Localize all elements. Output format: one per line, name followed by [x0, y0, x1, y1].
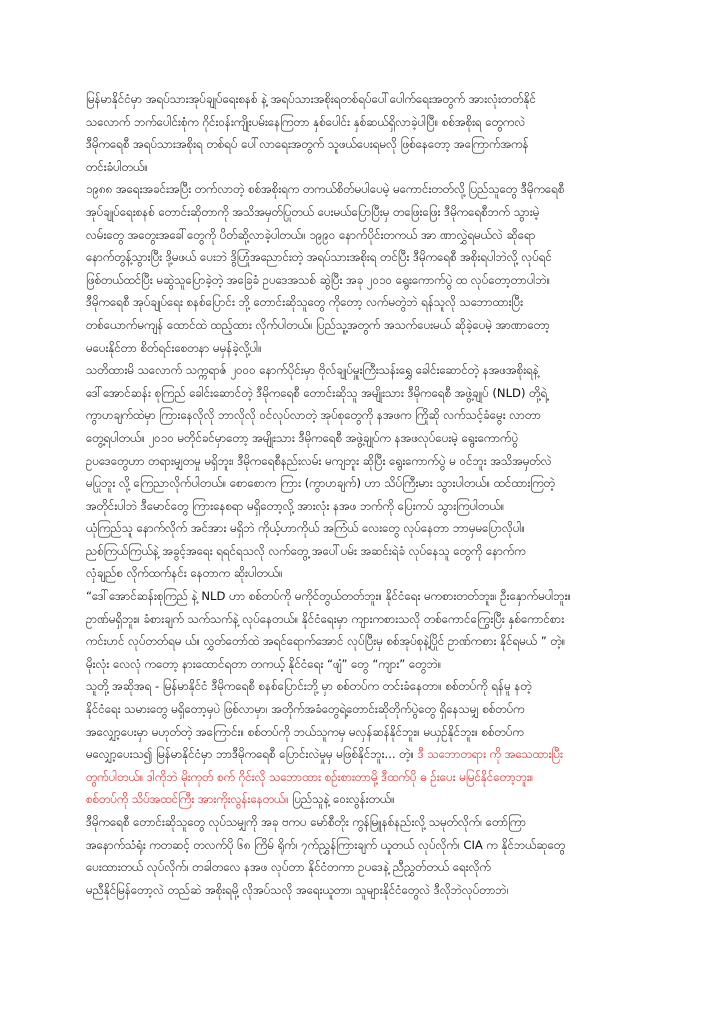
text-line — [86, 743, 648, 766]
text-segment: မပြုဘူး လို့ ကြေညာလိုက်ပါတယ်။ စောစောက ကြား (ကွာဟချက်) ဟာ သိပ်ကြီးမား သွားပါတယ်။ ထင်ထားကြတဲ့ — [86, 476, 555, 491]
text-line — [86, 811, 648, 834]
text-line — [86, 766, 648, 789]
paragraph — [86, 178, 648, 359]
text-segment: “ဒေါ်အောင်ဆန်းစုကြည် နဲ့ NLD ဟာ စစ်တပ်ကို မကိုင်တွယ်တတ်ဘူး။ နိုင်ငံရေး မကစားတတ်ဘူး။ ဦးနှောက်မပါဘူး။ — [86, 589, 572, 604]
text-line — [86, 517, 648, 540]
text-segment: ဥပဒေတွေဟာ တရားမျှတမှု မရှိဘူး၊ ဒီမိုကရေစီနည်းလမ်း မကျဘူး ဆိုပြီး ရွေးကောက်ပွဲ မ ဝင်ဘူး အသိအမှတ်လဲ — [86, 453, 552, 468]
text-line — [86, 834, 648, 857]
text-line — [86, 608, 648, 631]
text-line — [86, 630, 648, 653]
text-line — [86, 427, 648, 450]
text-line — [86, 201, 648, 224]
text-line — [86, 856, 648, 879]
text-line — [86, 879, 648, 902]
paragraph — [86, 517, 648, 585]
text-line — [86, 246, 648, 269]
text-line — [86, 337, 648, 360]
text-line — [86, 291, 648, 314]
text-line — [86, 585, 648, 608]
text-segment: သတိထားမိ သလောက် သက္ကရာဇ် ၂၀၀၀ နောက်ပိုင်းမှာ ဗိုလ်ချုပ်မှူးကြီးသန်းရွှေ ခေါင်းဆောင်တဲ့ နအဖအစိုးရနဲ့ — [86, 363, 539, 378]
text-line — [86, 540, 648, 563]
text-segment: မြန်မာနိုင်ငံမှာ အရပ်သားအုပ်ချုပ်ရေးစနစ် နဲ့ အရပ်သားအစိုးရတစ်ရပ်ပေါ်ပေါက်ရေးအတွက် အားလုံးတတ်နိုင် — [86, 92, 537, 106]
text-line — [86, 653, 648, 676]
text-line — [86, 450, 648, 473]
text-line — [86, 382, 648, 405]
text-line — [86, 721, 648, 744]
text-line — [86, 359, 648, 382]
text-line — [86, 133, 648, 156]
text-segment: အနောက်သံရုံး ကတဆင့် တလက်ပို ၆၈ ကြိမ် ရိုက်၊ ၇က်ညွှန်ကြားချက် ယူတယ် လုပ်လိုက်၊ CIA က နိုင်ဘယ်ဆုတွေ — [86, 837, 566, 852]
text-line — [86, 178, 648, 201]
text-segment: နိုင်ငံရေး သမားတွေ မရှိတော့မှပဲ ဖြစ်လာမှာ၊ အတိုက်အခံတွေရဲ့တောင်းဆိုတိုက်ပွဲတွေ ရှိနေသမျှ စစ်တပ်က — [86, 702, 525, 717]
text-segment: ညစ်ကြယ်ကြယ်နဲ့ အခွင့်အရေး ရရင်ရသလို လက်တွေ့ အပေါ်ပမ်း အဆင်းရဲခံ လုပ်နေသူ တွေကို နောက်က — [86, 543, 526, 558]
text-line — [86, 156, 648, 179]
text-segment: လှံချည်စ လိုက်ထက်နင်း နေတာက ဆိုးပါတယ်။ — [86, 566, 283, 581]
text-segment: ယုံကြည်သူ နောက်လိုက် အင်အား မရှိဘဲ ကိုယ့်ဟာကိုယ် အကြံယ် လေးတွေ လုပ်နေတာ ဘာမှမပြောလိုပါ။ — [86, 521, 525, 536]
text-segment: တစ်ယောက်မကျန် ထောင်ထဲ ထည့်ထား လိုက်ပါတယ်။ ပြည်သူ့အတွက် အသက်ပေးမယ် ဆိုခဲ့ပေမဲ့ အာဏာတော့ — [86, 317, 550, 332]
paragraph — [86, 359, 648, 517]
paragraph — [86, 811, 648, 901]
text-line — [86, 472, 648, 495]
text-segment: ပြည်သူနဲ့ ဝေးလွန်းတယ်။ — [288, 792, 395, 807]
text-line — [86, 404, 648, 427]
text-segment: မိုးလုံး လေလုံ ကတော့ နားထောင်ရတာ တကယ့် နိုင်ငံရေး “ဖျံ” တွေ “ကျား” တွေဘဲ။ — [86, 656, 442, 671]
text-line — [86, 88, 648, 111]
highlighted-text: ဒီ သဘောတရား ကို အသေထားပြီး — [417, 747, 563, 762]
text-segment: အလျှော့ပေးမှာ မဟုတ်တဲ့ အကြောင်း။ စစ်တပ်ကို ဘယ်သူကမှ မလှန်ဆန်နိုင်ဘူး။ မယှဉ်နိုင်ဘူး။ စစ်တပ်က — [86, 724, 524, 739]
text-segment: အတိုင်းပါဘဲ ဒီမောင်တွေ ကြားနေစရာ မရှိတော့လို့ အားလုံး နအဖ ဘက်ကို ပြေးကပ် သွားကြပါတယ်။ — [86, 498, 505, 513]
text-segment: နောက်တွန့်သွားပြီး ဒို့မဖယ် ပေးဘဲ ဒွိဟြုံအညောင်းတဲ့ အရပ်သားအစိုးရ တင်ပြီး ဒီမိုကရေစီ အစိုးရပါဘဲလို့ လုပ်ရင် — [86, 250, 552, 265]
text-segment: သူတို့ အဆိုအရ - မြန်မာနိုင်ငံ ဒီမိုကရေစီ စနစ်ပြောင်းဘို့ မှာ စစ်တပ်က တင်းခံနေတာ။ စစ်တပ်ကို ရန်မူ နတဲ့ — [86, 679, 532, 694]
text-segment: ဒီမိုကရေစီ တောင်းဆိုသူတွေ လုပ်သမျှကို အခု ဗကပ မော်စီတိုး ကွန်မြူနစ်နည်းလို့ သမုတ်လိုက်၊ တော်ကြာ — [86, 815, 527, 829]
text-segment: ဒီမိုကရေစီ အရပ်သားအစိုးရ တစ်ရပ် ပေါ်လာရေးအတွက် သူဖယ်ပေးရမလို ဖြစ်နေတော့ အကြောက်အကန် — [86, 137, 529, 152]
text-segment: မလျှော့ပေးသ၍ မြန်မာနိုင်ငံမှာ ဘာဒီမိုကရေစီ ပြောင်းလဲမှုမှ မဖြစ်နိုင်ဘူး... တဲ့။ — [86, 747, 418, 762]
document-body — [86, 88, 648, 968]
paragraph — [86, 585, 648, 675]
text-segment: သလောက် ဘက်ပေါင်းစုံက ဂိုင်းဝန်းကျိုးပမ်းနေကြတာ နှစ်ပေါင်း နှစ်ဆယ်ရှိလာခဲ့ပါပြီ။ စစ်အစိုးရ တွေကလဲ — [86, 114, 526, 129]
text-segment: ကင်းဟင် လုပ်တတ်ရမ ယ်။ လွှတ်တော်ထဲ အရင်ရောက်အောင် လုပ်ပြီးမှ စစ်အုပ်စုနဲ့ပြိုင် ဥာဏ်ကစား နိုင်ရမယ် ” တဲ့။ — [86, 634, 566, 649]
text-line — [86, 562, 648, 585]
text-segment: မညီနိုင်မြန်တော့လဲ တည်ဆဲ အစိုးရမို့ လိုအပ်သလို အရေးယူတာ၊ သူများနိုင်ငံတွေလဲ ဒီလိုဘဲလုပ်တာဘဲ၊ — [86, 882, 509, 897]
text-line — [86, 111, 648, 134]
text-segment: ပေးထားတယ် လုပ်လိုက်၊ တခါတလေ နအဖ လုပ်တာ နိုင်ငံတကာ ဥပဒေနဲ့ ညီညွှတ်တယ် ရေးလိုက် — [86, 860, 491, 875]
text-line — [86, 788, 648, 811]
text-line — [86, 314, 648, 337]
highlighted-text: တွက်ပါတယ်။ ဒါကိုဘဲ မိုးကုတ် စက် ဂိုင်းလို သဘောထား စဉ်းစားတာမို့ ဒီထက်ပို ဓ ဉ်းပေး မမြင်နိုင်တော့ဘူး။ — [86, 769, 534, 784]
text-line — [86, 269, 648, 292]
text-line — [86, 698, 648, 721]
text-segment: မပေးနိုင်တာ စိတ်ရင်းစေတနာ မမှန်ခဲ့လို့ပါ။ — [86, 340, 262, 355]
highlighted-text: စစ်တပ်ကို သိပ်အထင်ကြီး အားကိုးလွန်းနေတယ်။ — [86, 792, 289, 807]
text-segment: ၁၉၈၈ အရေးအခင်းအပြီး တက်လာတဲ့ စစ်အစိုးရက တကယ်စိတ်မပါပေမဲ့ မကောင်းတတ်လို့ ပြည်သူတွေ ဒီမိုကရေစီ — [86, 182, 565, 197]
paragraph — [86, 88, 648, 178]
text-segment: လမ်းတွေ အတွေးအခေါ်တွေကို ပိတ်ဆို့လာခဲ့ပါတယ်။ ၁၉၉၀ နောက်ပိုင်းတကယ် အာ ဏာလွှဲရမယ်လဲ ဆိုရော — [86, 227, 536, 242]
text-line — [86, 675, 648, 698]
paragraph — [86, 675, 648, 811]
text-line — [86, 224, 648, 247]
text-segment: တင်းခံပါတယ်။ — [86, 159, 148, 174]
text-line — [86, 495, 648, 518]
text-segment: ဒေါ်အောင်ဆန်း စုကြည် ခေါင်းဆောင်တဲ့ ဒီမိုကရေစီ တောင်းဆိုသူ အမျိုးသား ဒီမိုကရေစီ အဖွဲ့ချုပ် (NLD) တို့ရဲ့ — [86, 385, 548, 400]
text-segment: ဒီမိုကရေစီ အုပ်ချုပ်ရေး စနစ်ပြောင်း ဘို့ တောင်းဆိုသူတွေ ကိုတော့ လက်မတွဲဘဲ ရန်သူလို သဘောထားပြီး — [86, 295, 524, 310]
text-segment: ဥာဏ်မရှိဘူး။ ခံစားချက် သက်သက်နဲ့ လုပ်နေတယ်။ နိုင်ငံရေးမှာ ကျားကစားသလို တစ်ကောင်ကြွေးပြီး နှစ်ကောင်စား — [86, 611, 565, 626]
text-segment: ကွာဟချက်ထဲမှာ ကြားနေလိုလို ဘာလိုလို ဝင်လုပ်လာတဲ့ အုပ်စုတွေကို နအဖက ကြိုဆို လက်သင့်ခံမွေး လာတာ — [86, 408, 542, 423]
text-segment: ဖြစ်တယ်ထင်ပြီး မဆွဲသူပြောခဲ့တဲ့ အခြေခံ ဥပဒေအသစ် ဆွဲပြီး အခု ၂၀၁၀ ရွေးကောက်ပွဲ ထ လုပ်တော့တာပါဘဲ။ — [86, 272, 551, 287]
text-segment: အုပ်ချုပ်ရေးစနစ် တောင်းဆိုတာကို အသိအမှတ်ပြုတယ် ပေးမယ်ပြောပြီးမှ တဖြေးဖြေး ဒီမိုကရေစီဘက် သွားမဲ့ — [86, 204, 540, 219]
text-segment: တွေ့ရပါတယ်။ ၂၀၁၀ မတိုင်ခင်မှာတော့ အမျိုးသား ဒီမိုကရေစီ အဖွဲ့ချုပ်က နအဖလုပ်ပေးမဲ့ ရွေးကောက်ပွဲ — [86, 430, 519, 445]
